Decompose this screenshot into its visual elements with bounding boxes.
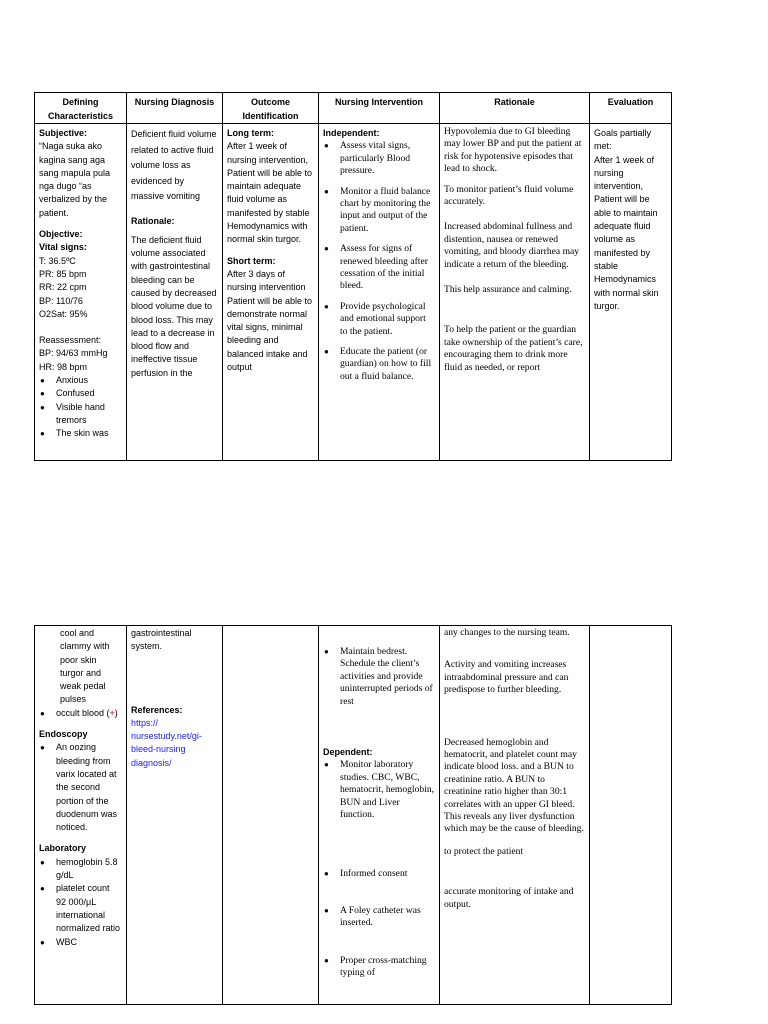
rationale-cell	[440, 124, 589, 460]
intervention-item: ● Proper cross-matching typing of	[323, 955, 435, 980]
subjective-label: Subjective:	[39, 128, 88, 138]
lab-wbc: ● WBC	[39, 936, 122, 949]
vital-respiratory-rate: RR: 22 cpm	[39, 282, 87, 293]
positive-sign: +	[109, 707, 115, 718]
header-nursing-intervention: Nursing Intervention	[319, 93, 439, 124]
rationale-text: Hypovolemia due to GI bleeding may lower BP and put the patient at risk for hypotensive episodes that lead to shock.	[444, 126, 582, 175]
intervention-item: ● A Foley catheter was inserted.	[323, 905, 435, 930]
rationale-cell	[440, 626, 589, 1004]
dependent-label: Dependent:	[323, 747, 373, 758]
long-term-text: After 1 week of nursing intervention, Patient will be able to maintain adequate fluid volume as manifested by stable Hemodynamics with normal skin turgor.	[227, 141, 313, 245]
header-nursing-diagnosis: Nursing Diagnosis	[127, 93, 222, 124]
reassessment-bp: BP: 94/63 mmHg	[39, 348, 108, 359]
rationale-text: Decreased hemoglobin and hematocrit, and platelet count may indicate blood loss. and a BUN to creatinine ratio. A BUN to creatinine ratio higher than 30:1 correlates with an upper GI bleed. This reveals any liver dysfunction which may be the cause of bleeding.	[444, 736, 584, 835]
subjective-text: “Naga suka ako kagina sang aga sang mapula pula nga dugo “as verbalized by the patient.	[39, 141, 111, 218]
intervention-item: ● Assess for signs of renewed bleeding after cessation of the initial bleed.	[323, 243, 435, 293]
intervention-item: ● Informed consent	[323, 868, 435, 880]
intervention-item: ● Monitor a fluid balance chart by monitoring the input and output of the patient.	[323, 186, 435, 236]
references-label: References:	[131, 704, 183, 715]
header-outcome-identification: Outcome Identification	[223, 93, 318, 124]
column-rationale	[439, 93, 589, 460]
short-term-label: Short term:	[227, 255, 276, 266]
column-nursing-diagnosis	[126, 93, 222, 460]
finding-hand-tremors: ● Visible hand tremors	[39, 401, 122, 428]
intervention-item: ● Provide psychological and emotional support to the patient.	[323, 301, 435, 338]
finding-skin: ● The skin was	[39, 427, 122, 440]
long-term-label: Long term:	[227, 128, 274, 138]
defining-characteristics-cell	[35, 626, 126, 1004]
lab-platelet-count: ● platelet count 92 000/μL international normalized ratio	[39, 882, 122, 935]
column-outcome-identification	[222, 626, 318, 1004]
laboratory-label: Laboratory	[39, 843, 87, 854]
rationale-text: Increased abdominal fullness and distention, nausea or renewed vomiting, and bloody diarrhea may indicate a return of the bleeding.	[444, 221, 580, 270]
nursing-diagnosis-cell	[127, 124, 222, 460]
endoscopy-finding: ● An oozing bleeding from varix located at the second portion of the duodenum was noticed.	[39, 741, 122, 834]
rationale-text: Activity and vomiting increases intraabdominal pressure and can predispose to further bleeding.	[444, 659, 569, 696]
rationale-text: To monitor patient’s fluid volume accurately.	[444, 183, 574, 208]
header-evaluation: Evaluation	[590, 93, 671, 124]
vital-temperature: T: 36.5ºC	[39, 255, 76, 266]
nursing-diagnosis-cell	[127, 626, 222, 1004]
short-term-text: After 3 days of nursing intervention Patient will be able to demonstrate normal vital signs, minimal bleeding and balanced intake and output	[227, 268, 313, 373]
care-plan-table-page1	[34, 92, 672, 461]
rationale-text: This help assurance and calming.	[444, 284, 572, 296]
vital-pulse-rate: PR: 85 bpm	[39, 268, 87, 279]
evaluation-cell	[590, 124, 671, 460]
column-outcome-identification	[222, 93, 318, 460]
intervention-item: ● Maintain bedrest. Schedule the client’s activities and provide uninterrupted periods of rest	[323, 646, 435, 708]
column-defining-characteristics	[35, 93, 126, 460]
intervention-item: ● Monitor laboratory studies. CBC, WBC, hematocrit, hemoglobin, BUN and Liver function.	[323, 759, 435, 821]
diagnosis-rationale-label: Rationale:	[131, 215, 175, 226]
care-plan-table-page2	[34, 625, 672, 1005]
column-nursing-diagnosis	[126, 626, 222, 1004]
rationale-text: To help the patient or the guardian take ownership of the patient’s care, encouraging them to drink more fluid as needed, or report	[444, 324, 583, 373]
skin-description: cool and clammy with poor skin turgor and weak pedal pulses	[60, 628, 110, 705]
defining-characteristics-cell	[35, 124, 126, 460]
reassessment-label: Reassessment:	[39, 335, 102, 346]
outcome-cell	[223, 124, 318, 460]
column-defining-characteristics	[35, 626, 126, 1004]
vital-blood-pressure: BP: 110/76	[39, 295, 83, 306]
intervention-cell	[319, 626, 439, 1004]
finding-occult-blood: ● occult blood (+)	[39, 707, 122, 720]
lab-hemoglobin: ● hemoglobin 5.8 g/dL	[39, 856, 122, 883]
finding-confused: ● Confused	[39, 387, 122, 400]
header-rationale: Rationale	[440, 93, 589, 124]
column-evaluation	[589, 93, 671, 460]
intervention-cell	[319, 124, 439, 460]
diagnosis-rationale-text: The deficient fluid volume associated with gastrointestinal bleeding can be caused by decreased blood volume due to blood loss. This may lead to a decrease in blood flow and ineffective tissue perfusion in the	[131, 234, 217, 378]
evaluation-text: After 1 week of nursing intervention, Patient will be able to maintain adequate fluid volume as manifested by stable Hemodynamics with normal skin turgor.	[594, 154, 659, 311]
independent-label: Independent:	[323, 128, 380, 138]
column-evaluation	[589, 626, 671, 1004]
intervention-item: ● Educate the patient (or guardian) on how to fill out a fluid balance.	[323, 346, 435, 383]
rationale-text: accurate monitoring of intake and output.	[444, 886, 574, 910]
diagnosis-text: Deficient fluid volume related to active fluid volume loss as evidenced by massive vomiting	[131, 129, 217, 201]
column-nursing-intervention	[318, 93, 439, 460]
endoscopy-label: Endoscopy	[39, 729, 88, 740]
vital-oxygen-saturation: O2Sat: 95%	[39, 308, 88, 319]
rationale-text: any changes to the nursing team.	[444, 627, 570, 638]
reference-link[interactable]: https:// nursestudy.net/gi-bleed-nursing diagnosis/	[131, 717, 202, 768]
objective-label: Objective:	[39, 229, 83, 240]
evaluation-label: Goals partially met:	[594, 128, 652, 152]
finding-anxious: ● Anxious	[39, 374, 122, 387]
column-rationale	[439, 626, 589, 1004]
reassessment-hr: HR: 98 bpm	[39, 361, 88, 372]
vital-signs-label: Vital signs:	[39, 242, 87, 253]
rationale-text: to protect the patient	[444, 845, 524, 857]
header-defining-characteristics: Defining Characteristics	[35, 93, 126, 124]
column-nursing-intervention	[318, 626, 439, 1004]
diagnosis-continued: gastrointestinal system.	[131, 628, 192, 652]
intervention-item: ● Assess vital signs, particularly Blood pressure.	[323, 140, 435, 177]
